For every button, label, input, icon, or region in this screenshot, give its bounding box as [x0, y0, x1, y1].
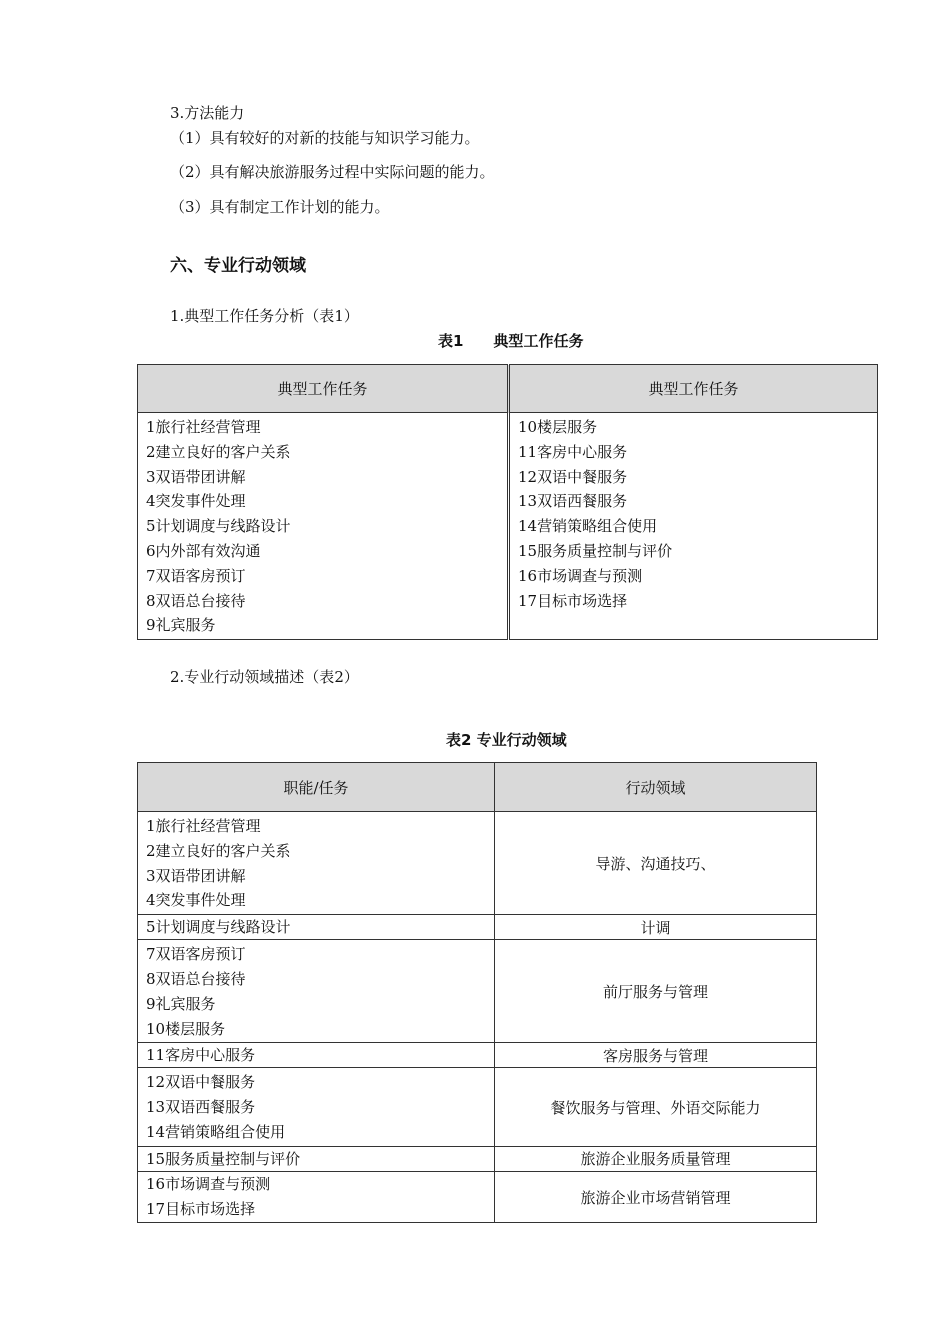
table1-caption: 表1 典型工作任务 — [438, 332, 584, 350]
table2-caption: 表2 专业行动领域 — [446, 731, 567, 749]
typical-tasks-table — [137, 364, 878, 640]
domain-cell: 旅游企业市场营销管理 — [495, 1171, 817, 1223]
domain-cell: 导游、沟通技巧、 — [495, 812, 817, 915]
list-item: 3双语带团讲解 — [146, 866, 246, 885]
task-cell — [138, 1171, 495, 1223]
table-row — [138, 1043, 817, 1068]
list-item: 9礼宾服务 — [146, 994, 216, 1013]
list-item: 7双语客房预订 — [146, 566, 246, 585]
table-header: 典型工作任务 — [138, 365, 509, 413]
section-heading: 六、专业行动领域 — [170, 256, 306, 276]
list-item: 3双语带团讲解 — [146, 467, 246, 486]
method-ability-item: （1）具有较好的对新的技能与知识学习能力。 — [170, 129, 480, 147]
method-ability-item: （3）具有制定工作计划的能力。 — [170, 198, 390, 216]
list-item: 5计划调度与线路设计 — [146, 517, 291, 536]
list-item: 7双语客房预订 — [146, 945, 246, 964]
subsection-title: 1.典型工作任务分析（表1） — [170, 307, 359, 325]
domain-cell: 计调 — [495, 915, 817, 940]
task-cell: 5计划调度与线路设计 — [138, 915, 495, 940]
list-item: 2建立良好的客户关系 — [146, 442, 291, 461]
list-item: 4突发事件处理 — [146, 891, 246, 910]
list-item: 13双语西餐服务 — [518, 492, 628, 511]
list-item: 13双语西餐服务 — [146, 1098, 256, 1117]
table-header: 典型工作任务 — [509, 365, 878, 413]
list-item: 12双语中餐服务 — [146, 1073, 256, 1092]
list-item: 17目标市场选择 — [518, 591, 628, 610]
table-row — [138, 915, 817, 940]
table-row — [138, 1068, 817, 1146]
table-row — [138, 1146, 817, 1171]
table-row — [138, 1171, 817, 1223]
task-cell: 11客房中心服务 — [138, 1043, 495, 1068]
list-item: 12双语中餐服务 — [518, 467, 628, 486]
list-item: 11客房中心服务 — [518, 442, 628, 461]
list-item: 14营销策略组合使用 — [146, 1122, 286, 1141]
list-item: 2建立良好的客户关系 — [146, 841, 291, 860]
list-item: 8双语总台接待 — [146, 969, 246, 988]
subsection-title: 2.专业行动领域描述（表2） — [170, 668, 359, 686]
list-item: 10楼层服务 — [518, 418, 598, 436]
domain-cell: 前厅服务与管理 — [495, 940, 817, 1043]
table-header: 行动领域 — [495, 763, 817, 812]
table-row — [138, 940, 817, 1043]
table-header: 职能/任务 — [138, 763, 495, 812]
list-item: 15服务质量控制与评价 — [518, 541, 673, 560]
task-list-left — [138, 413, 509, 640]
table-row — [138, 812, 817, 915]
list-item: 14营销策略组合使用 — [518, 517, 658, 536]
method-ability-item: （2）具有解决旅游服务过程中实际问题的能力。 — [170, 163, 495, 181]
list-item: 8双语总台接待 — [146, 591, 246, 610]
list-item: 6内外部有效沟通 — [146, 541, 261, 560]
list-item: 16市场调查与预测 — [518, 566, 643, 585]
domain-cell: 餐饮服务与管理、外语交际能力 — [495, 1068, 817, 1146]
task-list-right — [509, 413, 878, 640]
action-domain-table — [137, 762, 817, 1223]
method-ability-title: 3.方法能力 — [170, 104, 245, 122]
domain-cell: 旅游企业服务质量管理 — [495, 1146, 817, 1171]
domain-cell: 客房服务与管理 — [495, 1043, 817, 1068]
task-cell — [138, 812, 495, 915]
list-item: 10楼层服务 — [146, 1019, 226, 1038]
list-item: 17目标市场选择 — [146, 1199, 256, 1218]
list-item: 1旅行社经营管理 — [146, 418, 261, 436]
list-item: 9礼宾服务 — [146, 616, 216, 635]
task-cell: 15服务质量控制与评价 — [138, 1146, 495, 1171]
list-item: 16市场调查与预测 — [146, 1174, 271, 1193]
list-item: 4突发事件处理 — [146, 492, 246, 511]
list-item: 1旅行社经营管理 — [146, 817, 261, 835]
task-cell — [138, 1068, 495, 1146]
task-cell — [138, 940, 495, 1043]
